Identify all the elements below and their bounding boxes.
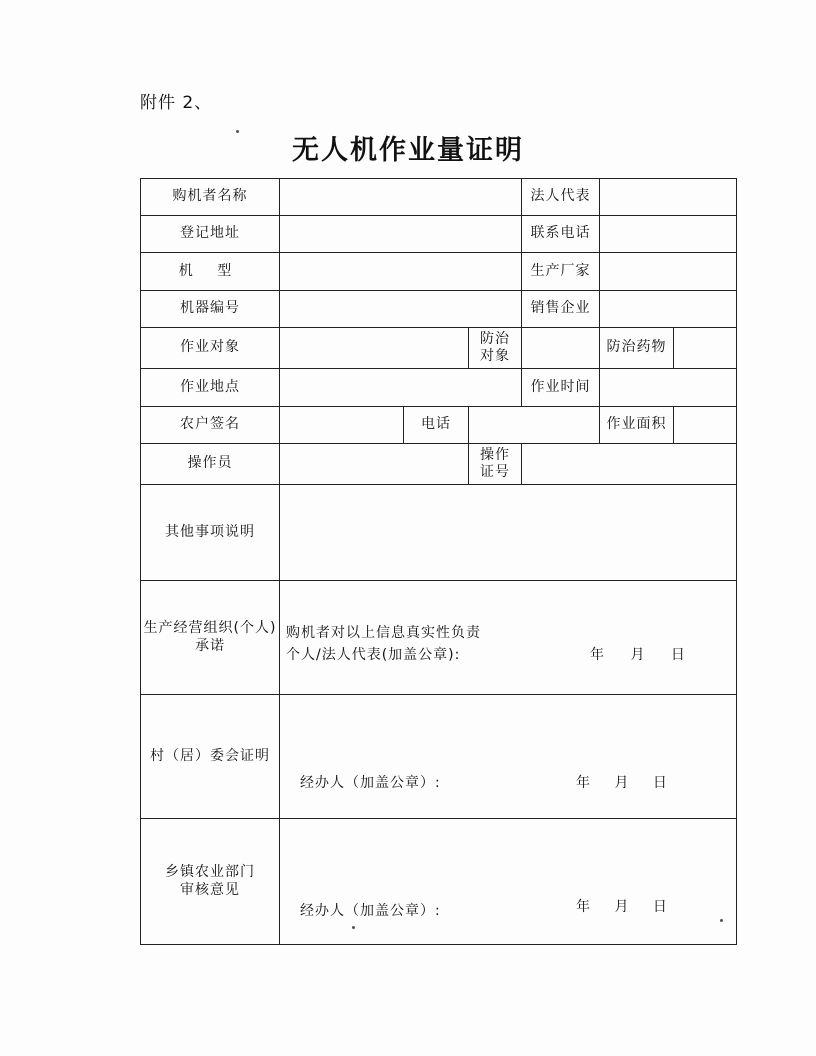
work-area-field[interactable] xyxy=(674,407,737,444)
row-work-location xyxy=(141,369,737,407)
village-signer: 经办人（加盖公章）: xyxy=(300,775,441,791)
town-year: 年 xyxy=(576,899,590,915)
other-notes-field[interactable] xyxy=(280,485,737,581)
work-object-field[interactable] xyxy=(280,328,469,369)
op-cert-label xyxy=(469,444,522,485)
town-day: 日 xyxy=(652,899,667,915)
scan-speck xyxy=(720,919,723,922)
row-machine-no xyxy=(141,291,737,328)
machine-no-label: 机器编号 xyxy=(141,291,280,328)
other-notes-label: 其他事项说明 xyxy=(141,485,280,581)
commitment-text: 购机者对以上信息真实性负责 xyxy=(286,625,481,641)
sales-company-label: 销售企业 xyxy=(522,291,600,328)
manufacturer-field[interactable] xyxy=(600,253,737,291)
work-object-label: 作业对象 xyxy=(141,328,280,369)
row-commitment xyxy=(141,581,737,695)
phone-field[interactable] xyxy=(469,407,600,444)
reg-address-field[interactable] xyxy=(280,216,522,253)
scan-speck xyxy=(352,926,355,929)
town-month: 月 xyxy=(614,899,629,915)
row-farmer-signature xyxy=(141,407,737,444)
commitment-month: 月 xyxy=(630,647,645,663)
control-target-field[interactable] xyxy=(522,328,600,369)
phone-label: 电话 xyxy=(404,407,469,444)
village-date xyxy=(576,775,667,793)
row-buyer-name xyxy=(141,179,737,216)
commitment-signer: 个人/法人代表(加盖公章): xyxy=(286,647,461,663)
control-target-label-line2: 对象 xyxy=(480,348,511,364)
row-reg-address xyxy=(141,216,737,253)
village-year: 年 xyxy=(576,775,590,791)
operator-field[interactable] xyxy=(280,444,469,485)
town-label xyxy=(141,819,280,945)
row-town xyxy=(141,819,737,945)
commitment-label xyxy=(141,581,280,695)
work-time-label: 作业时间 xyxy=(522,369,600,407)
village-month: 月 xyxy=(614,775,629,791)
buyer-name-field[interactable] xyxy=(280,179,522,216)
town-label-line1: 乡镇农业部门 xyxy=(165,864,255,880)
work-time-field[interactable] xyxy=(600,369,737,407)
model-field[interactable] xyxy=(280,253,522,291)
model-label: 机 型 xyxy=(141,253,280,291)
control-target-label xyxy=(469,328,522,369)
scan-speck xyxy=(236,130,239,133)
work-location-field[interactable] xyxy=(280,369,522,407)
op-cert-field[interactable] xyxy=(522,444,737,485)
village-day: 日 xyxy=(652,775,667,791)
machine-no-field[interactable] xyxy=(280,291,522,328)
village-label: 村（居）委会证明 xyxy=(141,695,280,819)
work-location-label: 作业地点 xyxy=(141,369,280,407)
row-model xyxy=(141,253,737,291)
sales-company-field[interactable] xyxy=(600,291,737,328)
commitment-date xyxy=(590,647,685,665)
op-cert-label-line1: 操作 xyxy=(480,446,511,463)
row-work-object xyxy=(141,328,737,369)
row-operator xyxy=(141,444,737,485)
legal-rep-label: 法人代表 xyxy=(522,179,600,216)
manufacturer-label: 生产厂家 xyxy=(522,253,600,291)
town-date xyxy=(576,899,667,917)
pesticide-field[interactable] xyxy=(674,328,737,369)
drone-work-certificate-form xyxy=(140,178,737,945)
row-other-notes xyxy=(141,485,737,581)
commitment-field[interactable] xyxy=(280,581,737,695)
control-target-label-line1: 防治 xyxy=(480,330,511,347)
pesticide-label: 防治药物 xyxy=(600,328,674,369)
farmer-signature-field[interactable] xyxy=(280,407,404,444)
op-cert-label-line2: 证号 xyxy=(480,464,511,480)
town-field[interactable] xyxy=(280,819,737,945)
commitment-day: 日 xyxy=(670,647,685,663)
commitment-label-line2: 承诺 xyxy=(195,637,225,654)
commitment-label-line1: 生产经营组织(个人) xyxy=(143,620,277,636)
contact-phone-field[interactable] xyxy=(600,216,737,253)
document-title: 无人机作业量证明 xyxy=(292,135,524,166)
legal-rep-field[interactable] xyxy=(600,179,737,216)
farmer-signature-label: 农户签名 xyxy=(141,407,280,444)
commitment-year: 年 xyxy=(590,647,604,663)
village-field[interactable] xyxy=(280,695,737,819)
reg-address-label: 登记地址 xyxy=(141,216,280,253)
town-signer: 经办人（加盖公章）: xyxy=(300,903,441,919)
attachment-label: 附件 2、 xyxy=(140,93,213,113)
row-village xyxy=(141,695,737,819)
work-area-label: 作业面积 xyxy=(600,407,674,444)
contact-phone-label: 联系电话 xyxy=(522,216,600,253)
buyer-name-label: 购机者名称 xyxy=(141,179,280,216)
town-label-line2: 审核意见 xyxy=(180,881,240,898)
operator-label: 操作员 xyxy=(141,444,280,485)
